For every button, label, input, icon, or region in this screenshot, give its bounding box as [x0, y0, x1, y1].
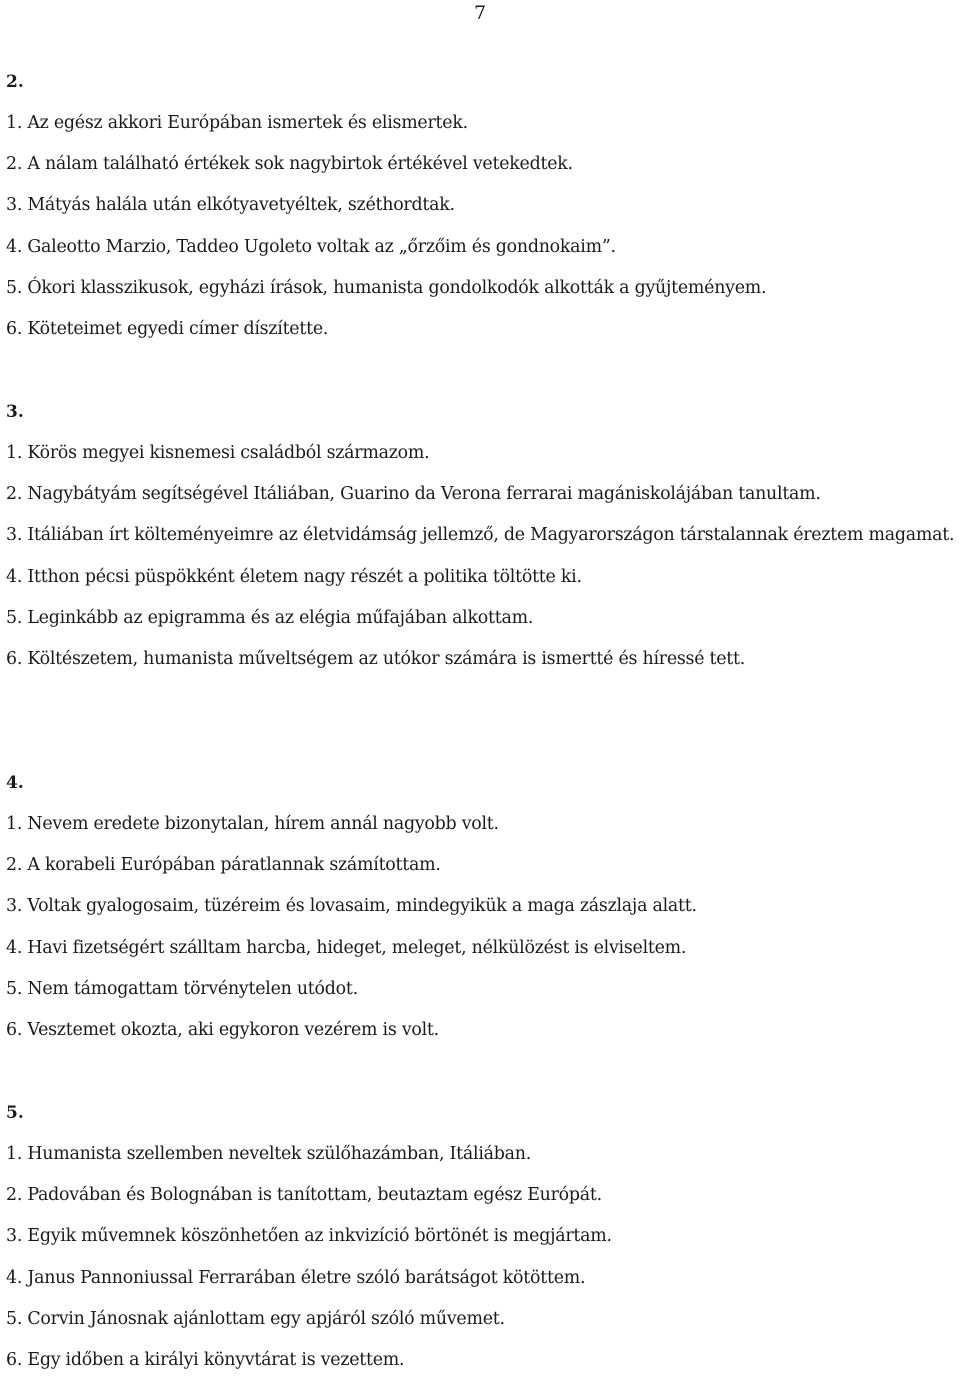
list-item: 6. Költészetem, humanista műveltségem az utókor számára is ismertté és híressé tett.	[6, 649, 746, 670]
section-3	[6, 392, 956, 681]
list-item: 2. A nálam található értékek sok nagybirtok értékével vetekedtek.	[6, 154, 573, 175]
section-5	[6, 1093, 956, 1381]
list-item: 1. Az egész akkori Európában ismertek és elismertek.	[6, 113, 468, 133]
list-item: 1. Humanista szellemben neveltek szülőhazámban, Itáliában.	[6, 1144, 531, 1164]
section-number: 4.	[6, 773, 24, 793]
list-item: 2. Nagybátyám segítségével Itáliában, Guarino da Verona ferrarai magániskolájában tanultam.	[6, 484, 821, 505]
section-4	[6, 763, 956, 1051]
list-item: 4. Janus Pannoniussal Ferrarában életre szóló barátságot kötöttem.	[6, 1267, 586, 1288]
list-item: 4. Havi fizetségért szálltam harcba, hideget, meleget, nélkülözést is elviseltem.	[6, 937, 687, 958]
list-item: 5. Ókori klasszikusok, egyházi írások, humanista gondolkodók alkották a gyűjteményem.	[6, 277, 767, 298]
list-item: 3. Egyik művemnek köszönhetően az inkvizíció börtönét is megjártam.	[6, 1226, 612, 1247]
list-item: 1. Nevem eredete bizonytalan, hírem annál nagyobb volt.	[6, 814, 499, 834]
section-number: 2.	[6, 72, 24, 92]
list-item: 2. Padovában és Bolognában is tanítottam, beutaztam egész Európát.	[6, 1185, 602, 1206]
list-item: 1. Körös megyei kisnemesi családból származom.	[6, 443, 430, 463]
section-number: 5.	[6, 1103, 24, 1123]
section-number: 3.	[6, 402, 24, 422]
list-item: 5. Nem támogattam törvénytelen utódot.	[6, 978, 358, 999]
list-item: 4. Galeotto Marzio, Taddeo Ugoleto voltak az „őrzőim és gondnokaim”.	[6, 236, 616, 257]
list-item: 5. Corvin Jánosnak ajánlottam egy apjáról szóló művemet.	[6, 1308, 505, 1329]
list-item: 3. Mátyás halála után elkótyavetyéltek, széthordtak.	[6, 195, 455, 216]
list-item: 6. Vesztemet okozta, aki egykoron vezérem is volt.	[6, 1020, 439, 1041]
page-number: 7	[474, 2, 487, 24]
list-item: 3. Voltak gyalogosaim, tüzéreim és lovasaim, mindegyikük a maga zászlaja alatt.	[6, 896, 697, 917]
list-item: 2. A korabeli Európában páratlannak számítottam.	[6, 855, 441, 876]
list-item: 5. Leginkább az epigramma és az elégia műfajában alkottam.	[6, 608, 534, 629]
list-item: 6. Egy időben a királyi könyvtárat is vezettem.	[6, 1350, 405, 1371]
list-item: 6. Köteteimet egyedi címer díszítette.	[6, 319, 329, 340]
list-item: 3. Itáliában írt költeményeimre az életvidámság jellemző, de Magyarországon társtalannak éreztem magamat.	[6, 525, 955, 546]
section-2	[6, 62, 956, 350]
list-item: 4. Itthon pécsi püspökként életem nagy részét a politika töltötte ki.	[6, 566, 582, 587]
